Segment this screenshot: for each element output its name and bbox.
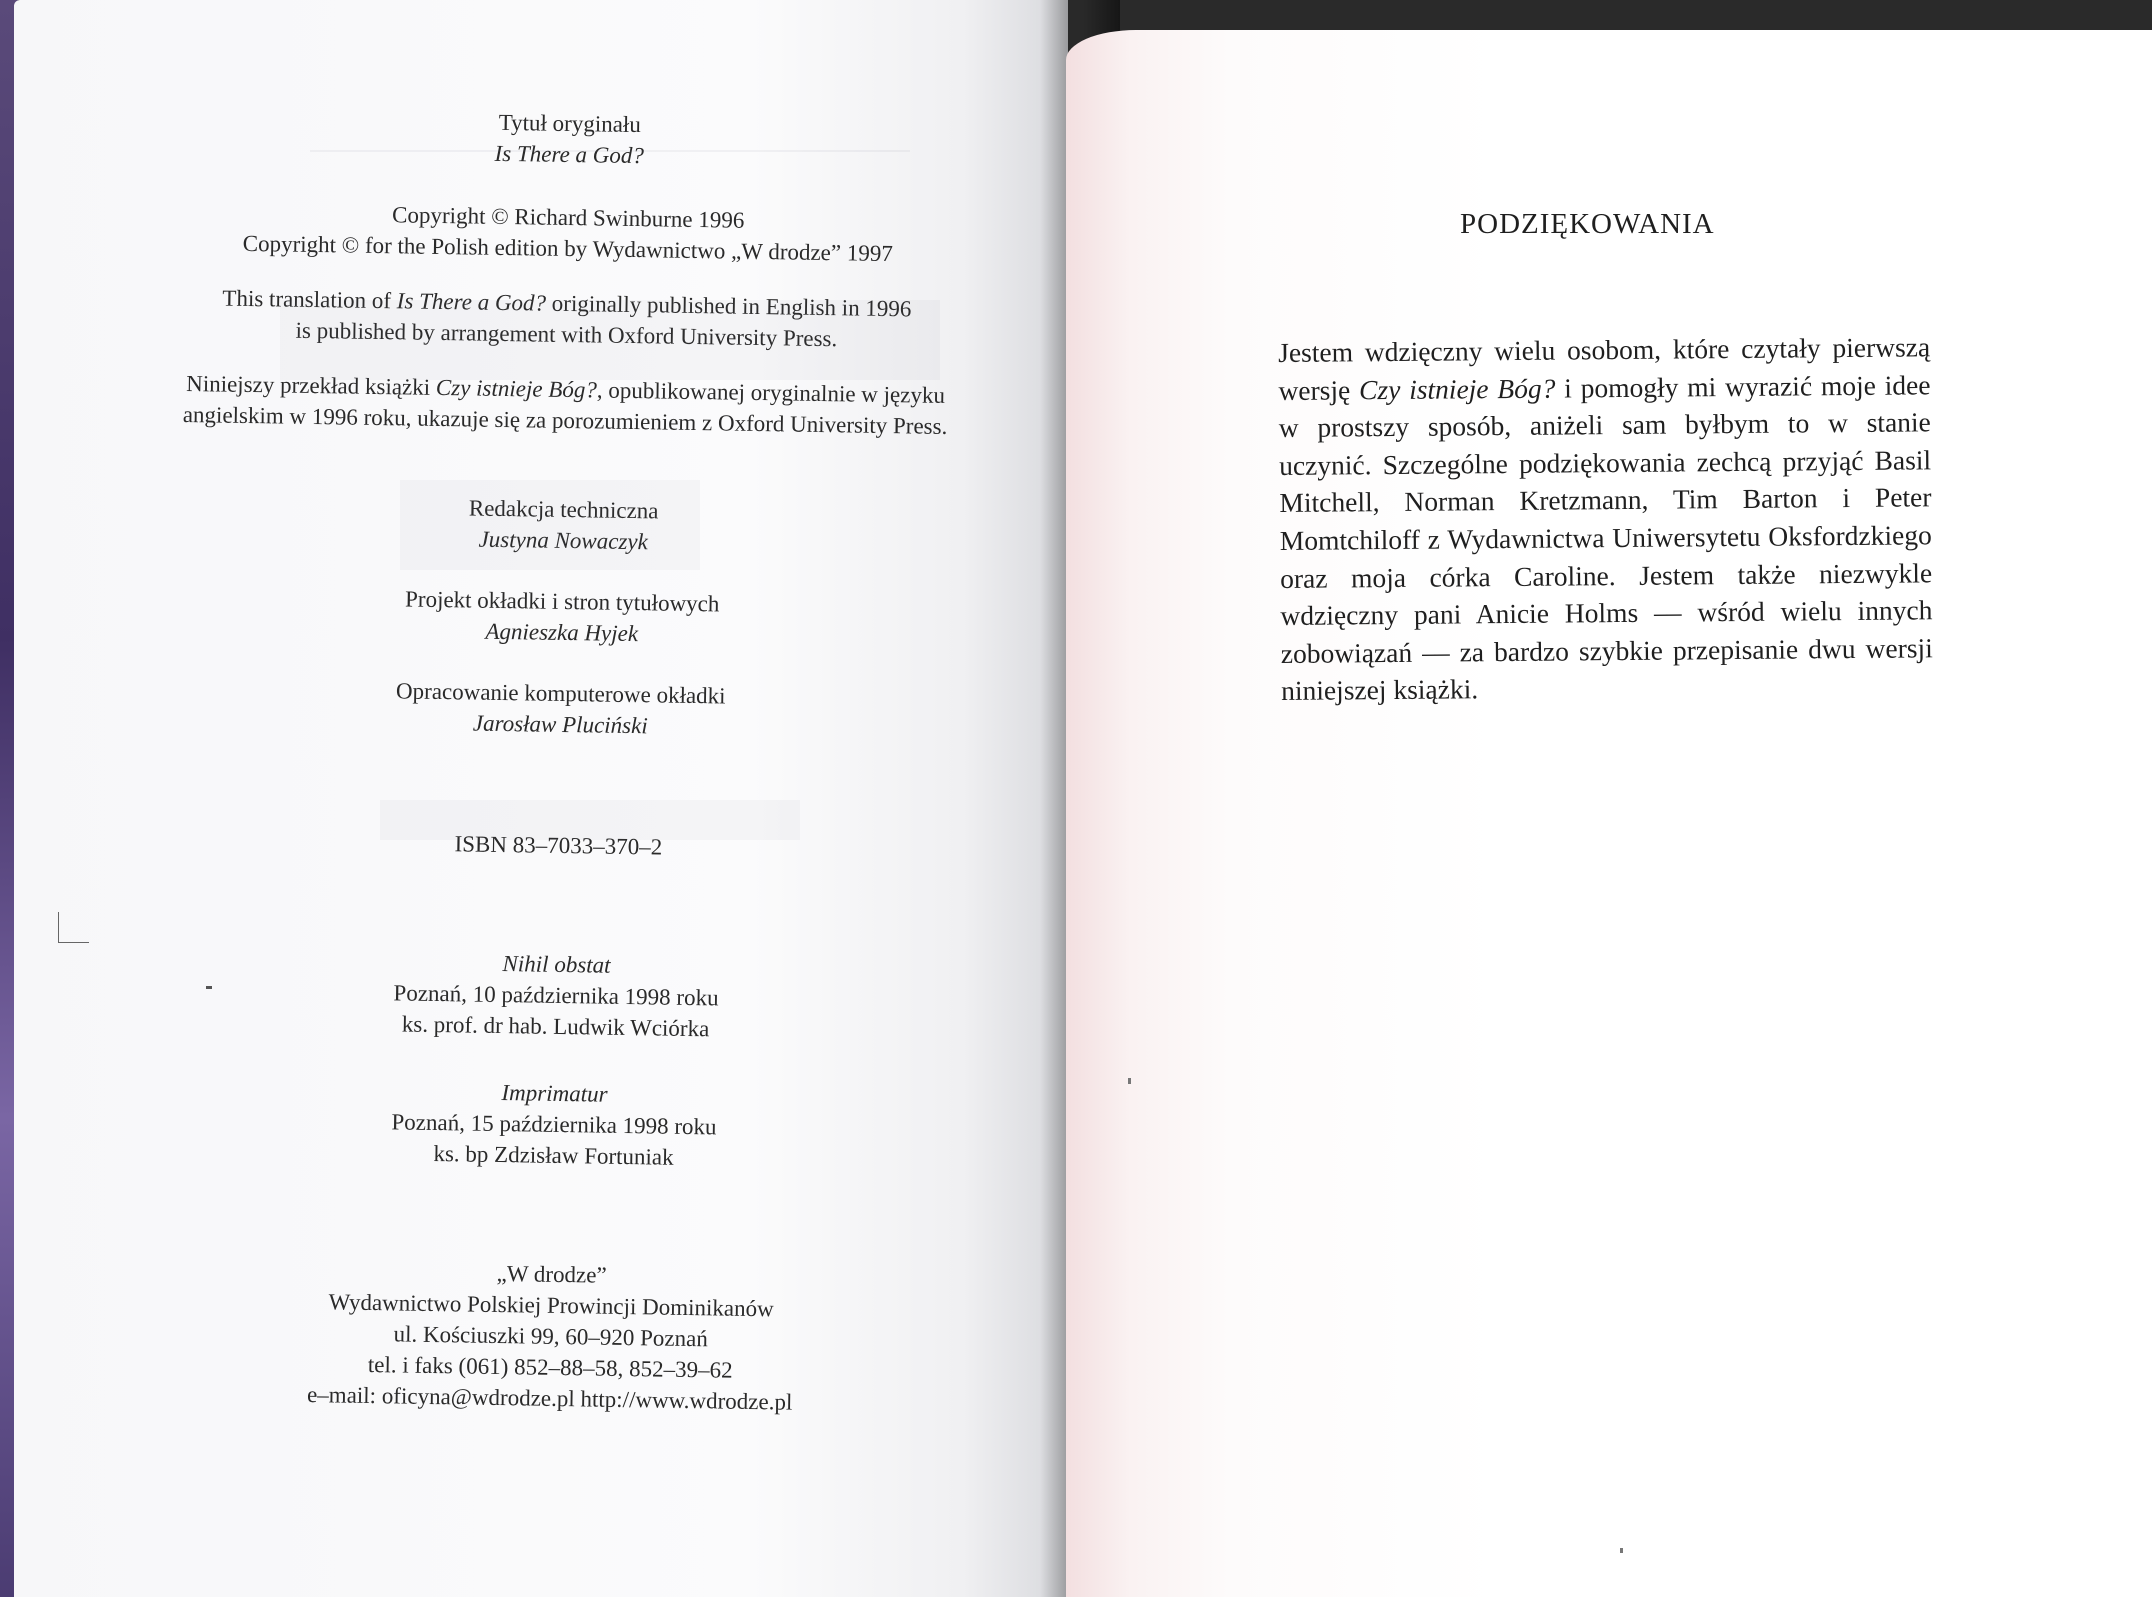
paragraph-part2: i pomogły mi wyrazić moje idee w prostszy sposób, aniżeli sam byłbym to w stanie uczynić. Szczególne podziękowania zechcą przyjąć Basil Mitchell, Norman Kretzmann, Tim Barton i Peter Momtchiloff z Wydawnictwa Uniwersytetu Oksfordzkiego oraz moja córka Caroline. Jestem także niezwykle wdzięczny pani Anicie Holms — wśród wielu innych zobowiązań — za bardzo szybkie przepisanie dwu wersji niniejszej książki.	[1278, 368, 1933, 707]
imprimatur-label: Imprimatur	[501, 1080, 608, 1107]
scan-mark	[206, 986, 212, 989]
show-through-bleed	[310, 90, 910, 152]
translation-note-en-line2: is published by arrangement with Oxford University Press.	[295, 317, 838, 352]
nihil-obstat-place-date: Poznań, 10 października 1998 roku	[393, 980, 719, 1011]
copyright-author: Copyright © Richard Swinburne 1996	[391, 202, 745, 233]
paragraph-part1: Jestem wdzięczny wielu osobom, które czytały pierwszą wersję	[1278, 331, 1931, 406]
translation-note-pl-pre: Niniejszy przekład książki	[186, 371, 437, 400]
page-title: PODZIĘKOWANIA	[1460, 208, 1715, 241]
nihil-obstat-label: Nihil obstat	[502, 951, 611, 978]
isbn: ISBN 83–7033–370–2	[454, 831, 663, 860]
imprint-block	[100, 101, 1020, 1421]
original-title: Is There a God?	[494, 140, 645, 169]
publisher-address: ul. Kościuszki 99, 60–920 Poznań	[393, 1321, 709, 1352]
translation-note-en-title: Is There a God?	[396, 288, 547, 316]
acknowledgements-paragraph	[1278, 328, 1933, 710]
credit-name: Jarosław Pluciński	[472, 710, 648, 739]
imprimatur-person: ks. bp Zdzisław Fortuniak	[433, 1140, 674, 1170]
scan-mark	[1620, 1548, 1623, 1553]
translation-note-pl-post: , opublikowanej oryginalnie w języku	[596, 377, 946, 408]
imprimatur-place-date: Poznań, 15 października 1998 roku	[391, 1109, 717, 1140]
publisher-email-web: e–mail: oficyna@wdrodze.pl http://www.wdrodze.pl	[306, 1382, 793, 1415]
translation-note-en-pre: This translation of	[222, 285, 397, 314]
show-through-bleed	[400, 480, 700, 570]
publisher-full-name: Wydawnictwo Polskiej Prowincji Dominikanów	[328, 1289, 774, 1322]
credit-role: Redakcja techniczna	[468, 495, 659, 524]
show-through-bleed	[380, 800, 800, 840]
translation-note-pl-line2: angielskim w 1996 roku, ukazuje się za porozumieniem z Oxford University Press.	[182, 401, 948, 439]
acknowledgements-text	[1278, 328, 1933, 710]
credit-name: Agnieszka Hyjek	[485, 618, 639, 647]
copyright-polish: Copyright © for the Polish edition by Wydawnictwo „W drodze” 1997	[242, 230, 894, 267]
credit-role: Opracowanie komputerowe okładki	[395, 678, 726, 709]
original-title-label: Tytuł oryginału	[498, 109, 642, 138]
nihil-obstat-person: ks. prof. dr hab. Ludwik Wciórka	[401, 1011, 710, 1042]
show-through-bleed	[280, 300, 940, 380]
book-title: Czy istnieje Bóg?	[1358, 372, 1556, 405]
credit-role: Projekt okładki i stron tytułowych	[404, 586, 720, 617]
credit-name: Justyna Nowaczyk	[478, 526, 649, 555]
translation-note-en-post: originally published in English in 1996	[545, 290, 912, 322]
scan-mark	[58, 912, 89, 943]
publisher-name: „W drodze”	[496, 1260, 607, 1288]
translation-note-pl-title: Czy istnieje Bóg?	[435, 374, 598, 403]
scan-mark	[1128, 1078, 1131, 1084]
right-page	[1066, 30, 2152, 1597]
publisher-phone: tel. i faks (061) 852–88–58, 852–39–62	[367, 1351, 733, 1383]
